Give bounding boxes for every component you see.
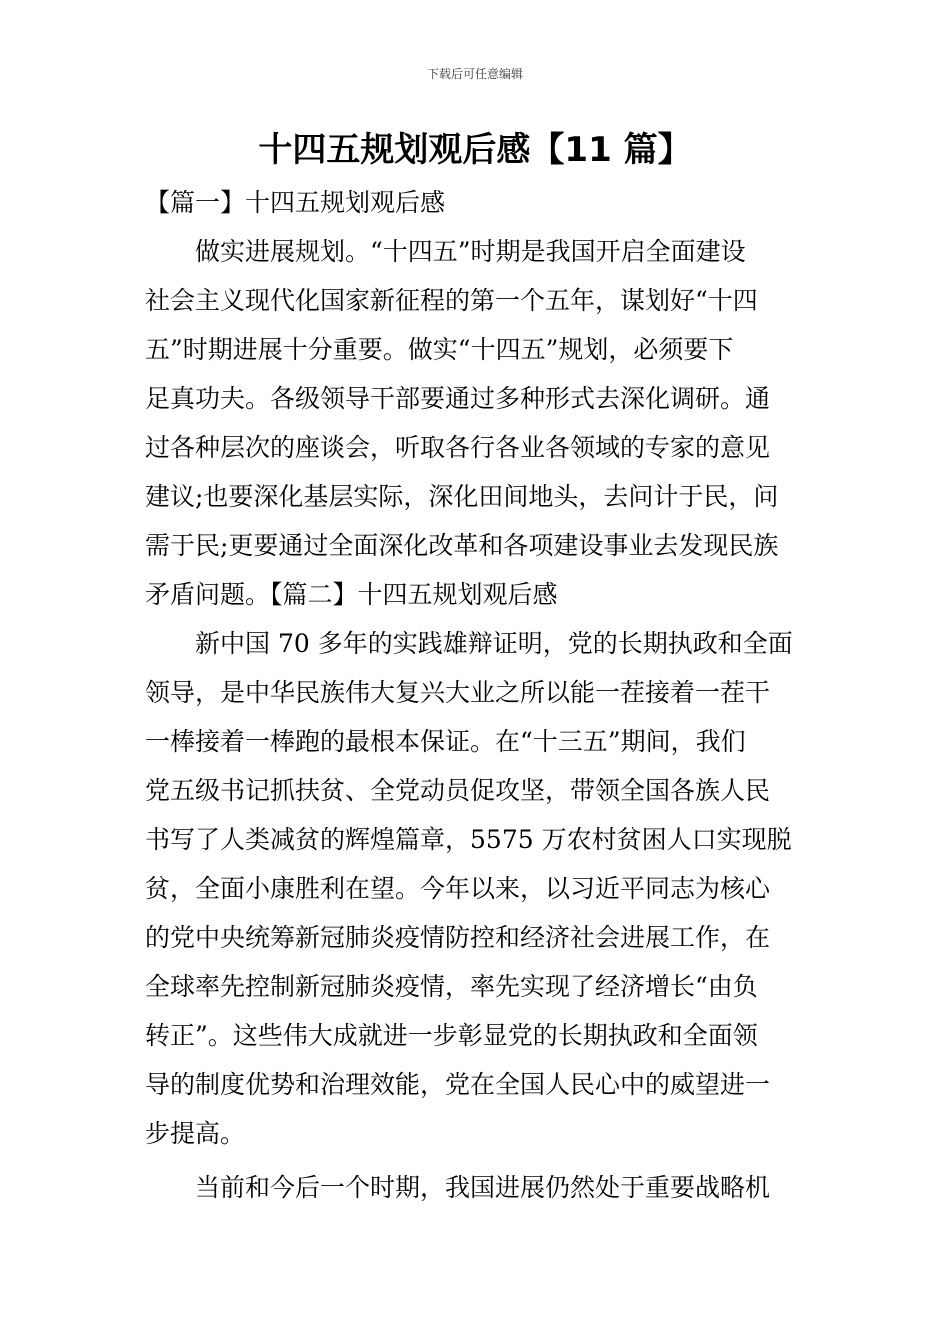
paragraph-line: 需于民;更要通过全面深化改革和各项建设事业去发现民族 bbox=[145, 531, 779, 560]
section-heading: 【篇一】十四五规划观后感 bbox=[145, 188, 446, 217]
paragraph-line: 步提高。 bbox=[145, 1119, 246, 1148]
paragraph-line: 五”时期进展十分重要。做实“十四五”规划，必须要下 bbox=[145, 335, 734, 364]
paragraph-line: 矛盾问题。【篇二】十四五规划观后感 bbox=[145, 580, 558, 609]
paragraph-line: 贫，全面小康胜利在望。今年以来，以习近平同志为核心 bbox=[145, 874, 771, 903]
paragraph-line: 建议;也要深化基层实际，深化田间地头，去问计于民，问 bbox=[145, 482, 779, 511]
paragraph-line: 足真功夫。各级领导干部要通过多种形式去深化调研。通 bbox=[145, 384, 771, 413]
document-title: 十四五规划观后感【11 篇】 bbox=[258, 130, 692, 170]
paragraph-line: 书写了人类减贫的辉煌篇章，5575 万农村贫困人口实现脱 bbox=[145, 825, 792, 854]
paragraph-line: 做实进展规划。“十四五”时期是我国开启全面建设 bbox=[195, 237, 746, 266]
paragraph-line: 社会主义现代化国家新征程的第一个五年，谋划好“十四 bbox=[145, 286, 758, 315]
document-body bbox=[145, 178, 807, 1217]
paragraph-line: 转正”。这些伟大成就进一步彰显党的长期执政和全面领 bbox=[145, 1021, 758, 1050]
paragraph-line: 导的制度优势和治理效能，党在全国人民心中的威望进一 bbox=[145, 1070, 771, 1099]
paragraph-line: 新中国 70 多年的实践雄辩证明，党的长期执政和全面 bbox=[195, 629, 793, 658]
paragraph-line: 全球率先控制新冠肺炎疫情，率先实现了经济增长“由负 bbox=[145, 972, 758, 1001]
paragraph-line: 过各种层次的座谈会，听取各行各业各领域的专家的意见 bbox=[145, 433, 771, 462]
paragraph-line: 领导，是中华民族伟大复兴大业之所以能一茬接着一茬干 bbox=[145, 678, 771, 707]
paragraph-line: 当前和今后一个时期，我国进展仍然处于重要战略机 bbox=[195, 1173, 771, 1202]
header-note: 下载后可任意编辑 bbox=[426, 67, 523, 81]
paragraph-line: 的党中央统筹新冠肺炎疫情防控和经济社会进展工作，在 bbox=[145, 923, 771, 952]
paragraph-line: 党五级书记抓扶贫、全党动员促攻坚，带领全国各族人民 bbox=[145, 776, 771, 805]
paragraph-line: 一棒接着一棒跑的最根本保证。在“十三五”期间，我们 bbox=[145, 727, 746, 756]
